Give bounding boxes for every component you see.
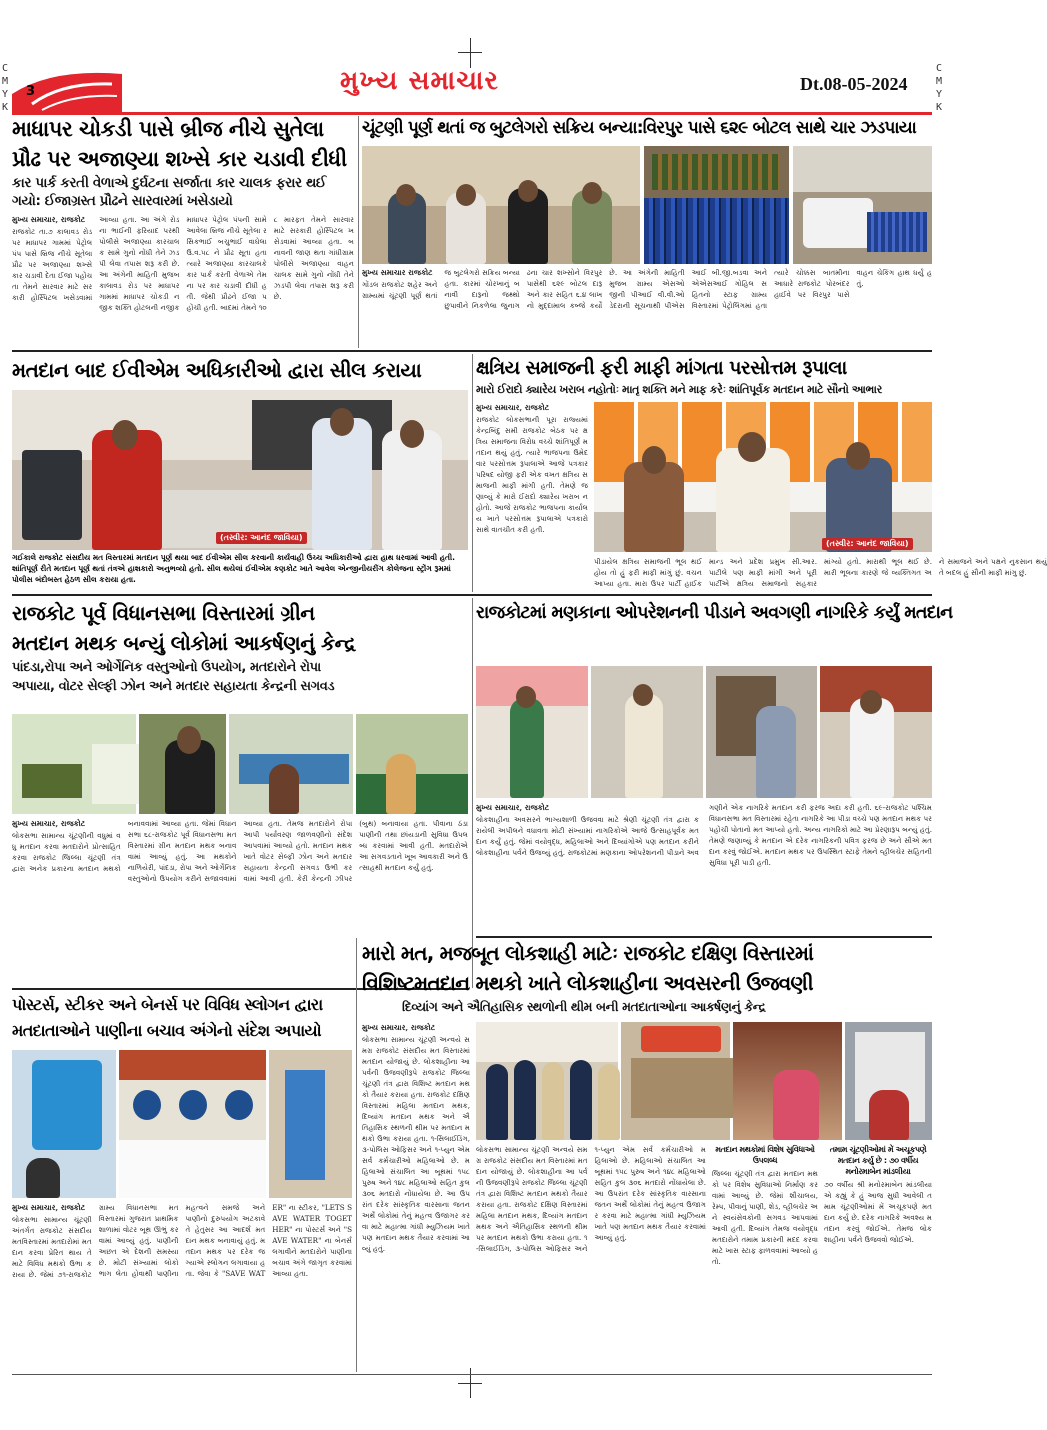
byline: મુખ્ય સમાચાર, રાજકોટ (476, 403, 550, 412)
story-green-booth (12, 598, 468, 988)
photo-voter-4 (820, 666, 932, 798)
headline-line2: વિશિષ્ટમતદાન મથકો ખાતે લોકશાહીના અવસરની ઉજવણી (362, 971, 813, 995)
column-rule (472, 354, 473, 592)
photo-credit: (તસ્વીર: આનંદ જાવિયા) (822, 538, 913, 550)
subheadline: પાંદડા,રોપા અને ઓર્ગેનિક વસ્તુઓનો ઉપયોગ, મતદારોને રોપા (12, 660, 321, 675)
byline: મુખ્ય સમાચાર, રાજકોટ (362, 1023, 436, 1032)
photo-heritage-booth (621, 1022, 730, 1140)
article-body-continued: લોકસભા સામાન્ય ચૂંટણી અન્વયે સમગ્ર રાજકોટ સંસદીય મત વિસ્તારમાં મતદાન યોજાયું છે. લોકશાહીના આ પર્વની ઉજવણીરૂપે રાજકોટ જિલ્લા ચૂંટણી તંત્ર દ્વારા વિશિષ્ટ મતદાન મથકો તૈયાર કરાયા હતા. રાજકોટ દક્ષિણ વિસ્તારમાં મહિલા મતદાન મથક, દિવ્યાંગ મતદાન મથક અને ઐતિહાસિક સ્થળની થીમ પર મતદાન મથકો ઉભા કરાયા હતા. ૧-સિલાઈડિંગ, ૩-પોલિસ ઓફિસર અને ૧-પ્યુન એમ સર્વ કર્મચારીઓ મહિલાઓ છે. મહિલાઓ સંચાલિત આ બૂથમાં ૧૫૮ પુરુષ અને ૧૪૮ મહિલાઓ સહિત કુલ ૩૦૬ મતદારો નોંધાયેલા છે. આ ઉપરાંત દરેક સાંસ્કૃતિક વારસાના જતન અર્થે લોકોમાં તેનું મહત્વ ઉજાગર કરવા માટે મહાત્મા ગાંધી મ્યુઝિયમ ખાતે પણ મતદાન મથક તૈયાર કરવામાં આવ્યું હતું. (476, 1145, 706, 1253)
story-bootleggers (362, 114, 932, 348)
photo-bottles (644, 146, 789, 264)
headline: પોસ્ટર્સ, સ્ટીકર અને બેનર્સ પર વિવિધ સ્લોગન દ્વારા (12, 995, 323, 1014)
story-water-slogans (12, 992, 352, 1372)
photo-caption: ગઈકાલે રાજકોટ સંસદીય મત વિસ્તારમાં મતદાન પૂર્ણ થયા બાદ ઈવીએમ સીલ કરવાની કાર્યવાહી ઉચ્ચ અધિકારીઓ દ્વારા હાથ ધરવામાં આવી હતી. શાંતિપૂર્ણ રીતે મતદાન પૂર્ણ થતાં તંત્રએ હાશકારો અનુભવ્યો હતો. સીલ થયેલાં ઈવીએમ કણકોટ ખાતે આવેલ એન્જીનીયરીંગ કોલેજના સ્ટ્રોંગ રૂમમાં પોલીસ બંદોબસ્ત હેઠળ સીલ કરાયા હતા. (12, 553, 456, 584)
photo-strip (476, 1022, 932, 1140)
article-body: મુખ્ય સમાચાર, રાજકોટ લોકશાહીના અવસરને ભાગ્યશાળી ઉજવવા માટે શ્રેણી ચૂંટણી તંત્ર દ્વારા કરાયેલી અપીલને વધાવતા મોટી સંખ્યામાં નાગરિકોએ આજે ઉત્સાહપૂર્વક મતદાન કર્યું હતું. જેમાં વયોવૃદ્ધ, મહિલાઓ અને દિવ્યાંગોએ પણ મતદાન કરીને લોકશાહીના પર્વને ઉજવ્યું હતું. રાજકોટમાં મણકાના ઓપરેશનની પીડાને અવગણીને એક નાગરિકે મતદાન કરી ફરજ અદા કરી હતી. ૬૯-રાજકોટ પશ્ચિમ વિધાનસભા મત વિસ્તારમાં રહેતા નાગરિકે આ પીડા વચ્ચે પણ મતદાન મથક પર પહોંચી પોતાનો મત આપ્યો હતો. અન્ય નાગરિકો માટે આ પ્રેરણારૂપ બન્યું હતું. તેમણે જણાવ્યું કે મતદાન એ દરેક નાગરિકની પવિત્ર ફરજ છે અને સૌએ મતદાન કરવું જોઈએ. મતદાન મથક પર ઉપસ્થિત સ્ટાફે તેમને વ્હીલચેર સહિતની સુવિધા પૂરી પાડી હતી. (476, 803, 932, 867)
byline: મુખ્ય સમાચાર, રાજકોટ (12, 1203, 86, 1212)
section-rule (12, 594, 932, 596)
page-title: મુખ્ય સમાચાર (340, 66, 499, 96)
photo-voter-3 (706, 666, 818, 798)
photo-booth-4 (356, 714, 468, 814)
headline: ક્ષત્રિય સમાજની ફરી માફી માંગતા પરસોત્તમ રૂપાલા (476, 357, 847, 379)
story-rupala (476, 354, 1047, 592)
photo-elderly-voter (733, 1022, 842, 1140)
photo-water-banner (269, 1050, 353, 1198)
photo-credit: (તસ્વીર: આનંદ જાવિયા) (216, 532, 307, 544)
byline: મુખ્ય સમાચાર, રાજકોટ (12, 819, 86, 828)
column-rule (356, 938, 357, 1372)
quote-title: તમામ ચૂંટણીઓમાં મેં અચૂકપણે મતદાન કર્યુ છે : ૭૦ વર્ષીય મનોરમાબેન માંડલીયા (829, 1145, 927, 1176)
byline: મુખ્ય સમાચાર, રાજકોટ (476, 803, 550, 812)
page-bottom-rule (12, 1374, 932, 1375)
photo-press-conference (594, 402, 932, 552)
story-evm-sealed (12, 354, 468, 592)
headline-line2: મતદાન મથક બન્યું લોકોમાં આકર્ષણનું કેન્દ્ર (12, 631, 356, 655)
story-rajkot-south (362, 938, 932, 1372)
article-body-continued: પીડાયેલ ક્ષત્રિય સમાજની ભૂલ થઈ હોય તો હું ફરી માફી માંગું છું. વચન આપ્યા હતા. મારા ઉપર પાર્ટી હાઈકમાન્ડ અને પ્રદેશ પ્રમુખ સી.આર. પાટીલે પણ માફી માંગી અને પૂરી પાર્ટીએ ક્ષત્રિય સમાજનો સહકાર માંગ્યો હતો. મારાથી ભૂલ થઈ છે. મારી ભૂલના કારણે જે વ્યક્તિગત અને સમાજને અને પક્ષને નુકસાન થયું તે બદલ હું સૌની માફી માંગુ છું. (594, 557, 1047, 588)
margin-cmyk-left: C M Y K (1, 63, 9, 113)
byline: મુખ્ય સમાચાર રાજકોટ (362, 268, 433, 277)
photo-evm (12, 390, 468, 550)
photo-water-pots (119, 1050, 265, 1198)
article-body: મુખ્ય સમાચાર, રાજકોટ લોકસભા સામાન્ય ચૂંટણી અન્વયે સમગ્ર રાજકોટ સંસદીય મત વિસ્તારમાં મતદાન યોજાયું છે. લોકશાહીના આ પર્વની ઉજવણીરૂપે રાજકોટ જિલ્લા ચૂંટણી તંત્ર દ્વારા વિશિષ્ટ મતદાન મથકો તૈયાર કરાયા હતા. રાજકોટ દક્ષિણ વિસ્તારમાં મહિલા મતદાન મથક, દિવ્યાંગ મતદાન મથક અને ઐતિહાસિક સ્થળની થીમ પર મતદાન મથકો ઉભા કરાયા હતા. ૧-સિલાઈડિંગ, ૩-પોલિસ ઓફિસર અને ૧-પ્યુન એમ સર્વ કર્મચારીઓ મહિલાઓ છે. મહિલાઓ સંચાલિત આ બૂથમાં ૧૫૮ પુરુષ અને ૧૪૮ મહિલાઓ સહિત કુલ ૩૦૬ મતદારો નોંધાયેલા છે. આ ઉપરાંત દરેક સાંસ્કૃતિક વારસાના જતન અર્થે લોકોમાં તેનું મહત્વ ઉજાગર કરવા માટે મહાત્મા ગાંધી મ્યુઝિયમ ખાતે પણ મતદાન મથક તૈયાર કરવામાં આવ્યું હતું. (362, 1023, 470, 1253)
photo-voter-2 (591, 666, 703, 798)
photo-evm-booth (845, 1022, 932, 1140)
headline-line2: મતદાતાઓને પાણીના બચાવ અંગેનો સંદેશ અપાયો (12, 1021, 322, 1040)
article-body: મુખ્ય સમાચાર, રાજકોટ રાજકોટ લોકસભાની પૂરા રાજ્યમાં કેન્દ્રબિંદુ સમી રાજકોટ બેઠક પર ક્ષત્રિય સમાજના વિરોધ વચ્ચે શાંતિપૂર્ણ મતદાન થયું હતું. ત્યારે ભાજપના ઉમેદવાર પરસોત્તમ રૂપાલાએ આજે પત્રકાર પરિષદ યોજી ફરી એક વખત ક્ષત્રિય સમાજની માફી માંગી હતી. તેમણે જણાવ્યું કે મારો ઈરાદો ક્યારેય ખરાબ નહોતો. આજે રાજકોટ ભાજપના કાર્યાલય ખાતે પરસોત્તમ રૂપાલાએ પત્રકારો સાથે વાતચીત કરી હતી. (476, 403, 588, 534)
crop-mark-bottom-h (458, 1383, 482, 1384)
byline: મુખ્ય સમાચાર, રાજકોટ (12, 215, 86, 224)
crop-mark-top-h (458, 52, 482, 53)
photo-voter-1 (476, 666, 588, 798)
story-madhapar (12, 114, 354, 348)
photo-water-poster (12, 1050, 116, 1198)
margin-cmyk-right: C M Y K (935, 63, 943, 113)
subheadline: કાર પાર્ક કરતી વેળાએ દુર્ઘટના સર્જાતા કાર ચાલક ફરાર થઈ ગયો: ઈજાગ્રસ્ત પ્રૌઢને સારવારમાં ખસેડાયો (12, 175, 326, 209)
brand-logo (12, 64, 122, 112)
crop-mark-top (470, 38, 471, 68)
quote-body: ૭૦ વર્ષીય શ્રી મનોરમાબેન માંડલીયા એ કહ્યું કે હું આજ સુધી આવેલી તમામ ચૂંટણીઓમાં મેં અચૂકપણે મતદાન કર્યુ છે. દરેક નાગરિકે અવશ્ય મતદાન કરવું જોઈએ. તેમજ લોકશાહીના પર્વને ઉજવવો જોઈએ. (824, 1180, 932, 1244)
article-body: મુખ્ય સમાચાર, રાજકોટ લોકસભા સામાન્ય ચૂંટણીની વધુમાં વધુ મતદાન કરવા મતદારોને પ્રોત્સાહિત કરવા રાજકોટ જિલ્લા ચૂંટણી તંત્ર દ્વારા અનેક પ્રકારના મતદાન મથકો બનાવવામાં આવ્યા હતા. જેમાં વિધાનસભા ૬૮-રાજકોટ પૂર્વ વિધાનસભા મત વિસ્તારમાં ગ્રીન મતદાન મથક બનાવવામાં આવ્યું હતું. આ મથકોને નાળિયેરી, પાંદડા, રોપા અને ઓર્ગેનિક વસ્તુઓનો ઉપયોગ કરીને સજાવવામાં આવ્યા હતા. તેમજ મતદારોને રોપા આપી પર્યાવરણ જાળવણીનો સંદેશ આપવામાં આવ્યો હતો. મતદાન મથક ખાતે વોટર સેલ્ફી ઝોન અને મતદાર સહાયતા કેન્દ્રની સગવડ ઉભી કરવામાં આવી હતી. કેરી કેન્દ્રની ઝીપર (બુથ) બનાવાયા હતા. પીવાના ઠંડા પાણીની તથા છાંયડાની સુવિધા ઉપલબ્ધ કરવામાં આવી હતી. મતદારોએ આ સગવડતાને ખૂબ આવકારી અને ઉત્સાહથી મતદાન કર્યું હતું. (12, 819, 468, 883)
headline: મારો મત, મજબૂત લોકશાહી માટેઃ રાજકોટ દક્ષિણ વિસ્તારમાં (362, 941, 814, 965)
photo-strip (12, 1050, 352, 1198)
article-body: મુખ્ય સમાચાર રાજકોટ ગોંડલ રાજકોટ શહેર અને ગ્રામ્યમાં ચૂંટણી પૂર્ણ થતાં જ બુટલેગરો સક્રિય બન્યા હતા. કારમાં ચોરખાનું બનાવી દારૂનો જથ્થો છુપાવીને નિકળેલા જુનાગઢના ચાર શખ્સોને વિરપુર પાસેથી ૬૨૯ બોટલ દારૂ અને કાર સહિત ૬.૪ લાખનો મુદ્દામાલ કબ્જે કર્યો છે. આ અંગેની માહિતી મુજબ ગ્રામ્ય એસઓજીની પીઆઈ વી.વી.ઓડેદરાની સૂચનાથી પીએસઆઈ બી.જી.બડવા અને એએસઆઈ ગોહિલ સહિતનો સ્ટાફ ગ્રામ્ય વિસ્તારમાં પેટ્રોલિંગમાં હતા ત્યારે ચોક્કસ બાતમીના આધારે રાજકોટ પોરબંદર હાઈવે પર વિરપુર પાસે વાહન ચેકિંગ હાથ ધર્યું હતું. (362, 268, 932, 310)
column-rule (472, 598, 473, 988)
subheadline: મારો ઈરાદો ક્યારેય ખરાબ નહોતોઃ માતૃ શક્તિ મને માફ કરેઃ શાંતિપૂર્વક મતદાન માટે સૌનો આભાર (476, 383, 882, 396)
issue-date: Dt.08-05-2024 (800, 74, 908, 94)
headline-line2: પ્રૌઢ પર અજાણ્યા શખ્સે કાર ચડાવી દીધી (12, 147, 347, 171)
photo-accused (362, 146, 640, 264)
column-rule (358, 116, 359, 348)
photo-booth-1 (12, 714, 136, 814)
story-spine-operation (476, 598, 953, 934)
headline: માધાપર ચોકડી પાસે બ્રીજ નીચે સુતેલા (12, 117, 324, 141)
photo-women-staff (476, 1022, 618, 1140)
facilities-box (712, 1144, 818, 1372)
photo-booth-3 (229, 714, 353, 814)
headline: ચૂંટણી પૂર્ણ થતાં જ બુટલેગરો સક્રિય બન્યા:વિરપુર પાસે ૬૨૯ બોટલ સાથે ચાર ઝડપાયા (362, 118, 917, 138)
headline: મતદાન બાદ ઈવીએમ અધિકારીઓ દ્વારા સીલ કરાયા (12, 358, 422, 382)
page-number: 3 (26, 84, 36, 99)
voter-quote-box (824, 1144, 932, 1372)
box-body: જિલ્લા ચૂંટણી તંત્ર દ્વારા મતદાન મથકો પર વિશેષ સુવિધાઓ નિર્માણ કરવામાં આવ્યું છે. જેમાં શૌચાલય, રેમ્પ, પીવાનું પાણી, શેડ, વ્હીલચેર અને સ્વયંસેવકોની સગવડ આપવામાં આવી હતી. દિવ્યાંગ તેમજ વયોવૃદ્ધ મતદારોને તમામ પ્રકારની મદદ કરવા માટે ખાસ સ્ટાફ ફાળવવામાં આવ્યો હતો. (712, 1169, 818, 1266)
photo-strip (12, 714, 468, 814)
headline: રાજકોટ પૂર્વ વિધાનસભા વિસ્તારમાં ગ્રીન (12, 601, 315, 625)
subheadline: દિવ્યાંગ અને ઐતિહાસિક સ્થળોની થીમ બની મતદાતાઓના આકર્ષણનું કેન્દ્ર (402, 999, 766, 1014)
photo-booth-2 (139, 714, 226, 814)
article-body: મુખ્ય સમાચાર, રાજકોટ લોકસભા સામાન્ય ચૂંટણી અંતર્ગત રાજકોટ સંસદીય મતવિસ્તારમાં મતદારોમાં મતદાન કરવા પ્રેરિત થાય તે માટે વિવિધ મથકો ઉભા કરાયા છે. જેમાં ૭૧-રાજકોટ ગ્રામ્ય વિધાનસભા મતવિસ્તારમાં ગુજરાત પ્રાથમિક શાળામાં વોટર બૂથ ઊભું કરવામાં આવ્યું હતું. પાણીની અછત એ દેશની સમસ્યા છે. મોટી સંખ્યામાં લોકો ભાગ લેતા હોવાથી પાણીના મહત્વને સમજે અને પાણીનો દુરુપયોગ અટકાવે તે હેતુસર આ આદર્શ મતદાન મથક બનાવાયું હતું. મતદાન મથક પર દરેક જગ્યાએ સ્લોગન લગાવાયા હતા. જેવા કે "SAVE WATER" ના સ્ટીકર, "LETS SAVE WATER TOGETHER" ના પોસ્ટર્સ અને "SAVE WATER" ના બેનર્સ લગાવીને મતદારોને પાણીના બચાવ અંગે જાગૃત કરવામાં આવ્યા હતા. (12, 1203, 352, 1279)
section-rule (12, 350, 932, 352)
photo-car (793, 146, 932, 264)
article-body: મુખ્ય સમાચાર, રાજકોટ રાજકોટ તા.૭ કાલાવડ રોડ પર માધાપર ગામમાં પેટ્રોલ પંપ પાસે બ્રિજ નીચે સૂતેલા પ્રૌઢ પર અજાણ્યા શખ્સે કાર ચડાવી દેતા ઈજા પહોંચતા તેમને સારવાર માટે સરકારી હોસ્પિટલ ખસેડવામાં આવ્યા હતા. આ અંગે રોડના ભાઈની ફરિયાદ પરથી પોલીસે અજાણ્યા કારચાલક સામે ગુનો નોંધી તેને ઝડપી લેવા તપાસ શરૂ કરી છે. આ અંગેની માહિતી મુજબ કાલાવડ રોડ પર માધાપર ગામમાં માધાપર ચોકડી નજીક શક્તિ હોટલની નજીક માધાપર પેટ્રોલ પંપની સામે આવેલા બ્રિજ નીચે સૂતેલા રસિકભાઈ બચુભાઈ વાઘેલા ઉ.વ.૫૮ ને પ્રૌઢ સૂતા હતા ત્યારે અજાણ્યા કારચાલકે કાર પાર્ક કરતી વેળાએ તેમના પર કાર ચડાવી દીધી હતી. જેથી પ્રૌઢને ઈજા પહોંચી હતી. બાદમાં તેમને ૧૦૮ મારફત તેમને સારવાર માટે સરકારી હોસ્પિટલ ખસેડવામાં આવ્યા હતા. બનાવની જાણ થતા ગાંધીગ્રામ પોલીસે અજાણ્યા વાહન ચાલક સામે ગુનો નોંધી તેને ઝડપી લેવા તપાસ શરૂ કરી છે. (12, 215, 354, 312)
subheadline-line2: અપાયા, વોટર સેલ્ફી ઝોન અને મતદાર સહાયતા કેન્દ્રની સગવડ (12, 679, 335, 694)
photo-strip (476, 666, 932, 798)
headline: રાજકોટમાં મણકાના ઓપરેશનની પીડાને અવગણી નાગરિકે કર્યું મતદાન (476, 603, 953, 623)
box-title: મતદાન મથકોમાં વિશેષ સુવિધાઓ ઉપલબ્ધ (715, 1145, 815, 1165)
